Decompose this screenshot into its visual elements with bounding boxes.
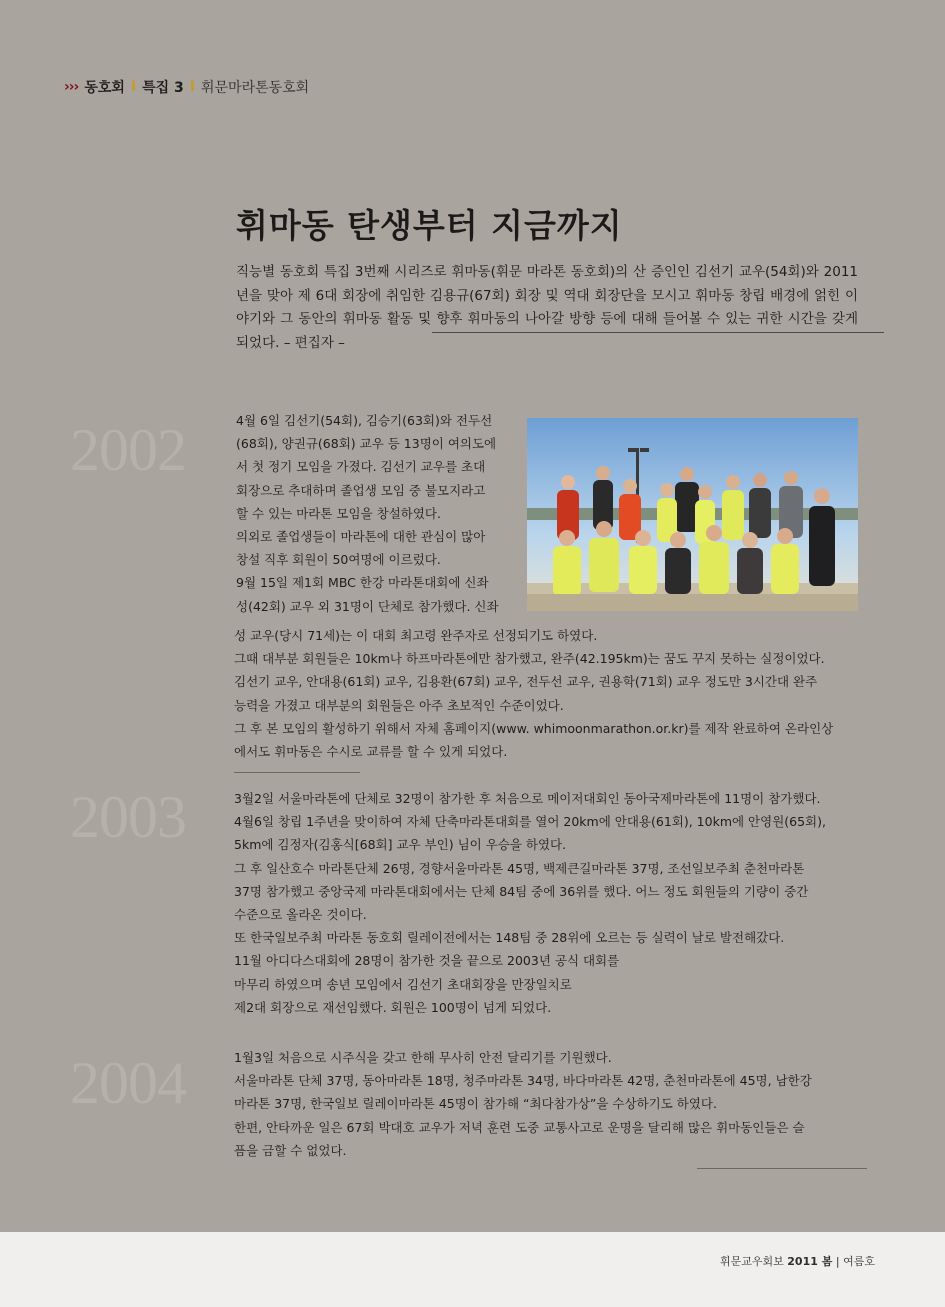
- group-photo: [527, 418, 858, 611]
- section-2002-side-text: [236, 409, 514, 618]
- intro-text: 직능별 동호회 특집 3번째 시리즈로 휘마동(휘문 마라톤 동호회)의 산 증인인 김선기 교우(54회)와 2011년을 맞아 제 6대 회장에 취임한 김용규(67회) 회장 및 역대 회장단을 모시고 휘마동 창립 배경에 얽힌 이야기와 그 동안의 휘마동 활동 및 향후 휘마동의 나아갈 방향 등에 대해 들어볼 수 있는 귀한 시간을 갖게 되었다.: [236, 264, 858, 351]
- text-line: 4월6일 창립 1주년을 맞이하여 자체 단축마라톤대회를 열어 20km에 안대용(61회), 10km에 안영원(65회),: [234, 814, 826, 830]
- breadcrumb-separator: Ⅰ: [130, 79, 137, 95]
- text-line: 회장으로 추대하며 졸업생 모임 중 불모지라고: [236, 482, 486, 498]
- breadcrumb-separator: Ⅰ: [189, 79, 195, 95]
- text-line: 그 후 일산호수 마라톤단체 26명, 경향서울마라톤 45명, 백제큰길마라톤 37명, 조선일보주최 춘천마라톤: [234, 860, 805, 876]
- section-2002-text: [234, 624, 864, 763]
- page-title: 휘마동 탄생부터 지금까지: [236, 206, 623, 245]
- year-heading-2003: 2003: [70, 784, 186, 850]
- intro-divider: [432, 332, 884, 333]
- intro-paragraph: [236, 261, 858, 355]
- text-line: 마무리 하였으며 송년 모임에서 김선기 초대회장을 만장일치로: [234, 976, 572, 992]
- text-line: 성 교우(당시 71세)는 이 대회 최고령 완주자로 선정되기도 하였다.: [234, 628, 598, 643]
- section-divider: [697, 1168, 867, 1169]
- text-line: 또 한국일보주최 마라톤 동호회 릴레이전에서는 148팀 중 28위에 오르는 등 실력이 날로 발전해갔다.: [234, 930, 785, 946]
- text-line: (68회), 양권규(68회) 교우 등 13명이 여의도에: [236, 436, 497, 452]
- text-line: 창설 직후 회원이 50여명에 이르렀다.: [236, 552, 441, 568]
- text-line: 의외로 졸업생들이 마라톤에 대한 관심이 많아: [236, 529, 486, 545]
- text-line: 할 수 있는 마라톤 모임을 창설하였다.: [236, 505, 441, 521]
- section-divider: [234, 772, 360, 773]
- text-line: 5km에 김정자(김홍식[68회] 교우 부인) 님이 우승을 하였다.: [234, 837, 567, 853]
- editor-signature: – 편집자 –: [283, 334, 345, 351]
- text-line: 1월3일 처음으로 시주식을 갖고 한해 무사히 안전 달리기를 기원했다.: [234, 1050, 612, 1065]
- text-line: 에서도 휘마동은 수시로 교류를 할 수 있게 되었다.: [234, 744, 508, 760]
- text-line: 픔을 금할 수 없었다.: [234, 1142, 347, 1158]
- text-line: 수준으로 올라온 것이다.: [234, 907, 367, 923]
- breadcrumb-club: 휘문마라톤동호회: [201, 80, 310, 96]
- text-line: 11월 아디다스대회에 28명이 참가한 것을 끝으로 2003년 공식 대회를: [234, 953, 620, 969]
- page-footer: [720, 1253, 875, 1269]
- text-line: 능력을 가졌고 대부분의 회원들은 아주 초보적인 수준이었다.: [234, 697, 564, 713]
- text-line: 제2대 회장으로 재선임했다. 회원은 100명이 넘게 되었다.: [234, 999, 552, 1015]
- text-line: 김선기 교우, 안대용(61회) 교우, 김용환(67회) 교우, 전두선 교우, 권용학(71회) 교우 정도만 3시간대 완주: [234, 674, 818, 690]
- text-line: 마라톤 37명, 한국일보 릴레이마라톤 45명이 참가해 “최다참가상”을 수상하기도 하였다.: [234, 1096, 717, 1112]
- footer-issue: 2011 봄: [787, 1255, 833, 1268]
- group-photo-image: [527, 418, 858, 611]
- text-line: 그 후 본 모임의 활성하기 위해서 자체 홈페이지(www. whimoonmarathon.or.kr)를 제작 완료하여 온라인상: [234, 720, 834, 736]
- footer-publication: 휘문교우회보: [720, 1255, 784, 1268]
- footer-season: 여름호: [843, 1255, 875, 1268]
- section-2004-text: [234, 1046, 864, 1162]
- text-line: 9월 15일 제1회 MBC 한강 마라톤대회에 신좌: [236, 575, 489, 591]
- text-line: 37명 참가했고 중앙국제 마라톤대회에서는 단체 84팀 중에 36위를 했다. 어느 정도 회원들의 기량이 중간: [234, 883, 809, 899]
- text-line: 서울마라톤 단체 37명, 동아마라톤 18명, 청주마라톤 34명, 바다마라톤 42명, 춘천마라톤에 45명, 남한강: [234, 1073, 812, 1089]
- footer-separator: |: [835, 1255, 840, 1268]
- year-heading-2002: 2002: [70, 417, 186, 483]
- breadcrumb-feature: 특집 3: [142, 80, 184, 96]
- section-2003-text: [234, 787, 864, 1019]
- text-line: 서 첫 정기 모임을 가졌다. 김선기 교우를 초대: [236, 459, 486, 475]
- text-line: 성(42회) 교우 외 31명이 단체로 참가했다. 신좌: [236, 598, 499, 614]
- breadcrumb: [64, 77, 309, 97]
- text-line: 그때 대부분 회원들은 10km나 하프마라톤에만 참가했고, 완주(42.195km)는 꿈도 꾸지 못하는 실정이었다.: [234, 651, 825, 667]
- breadcrumb-section: 동호회: [84, 80, 125, 96]
- text-line: 4월 6일 김선기(54회), 김승기(63회)와 전두선: [236, 413, 493, 428]
- text-line: 한편, 안타까운 일은 67회 박대호 교우가 저녁 훈련 도중 교통사고로 운명을 달리해 많은 휘마동인들은 슬: [234, 1119, 805, 1135]
- text-line: 3월2일 서울마라톤에 단체로 32명이 참가한 후 처음으로 메이저대회인 동아국제마라톤에 11명이 참가했다.: [234, 791, 821, 806]
- page-bottom-margin: [0, 1232, 945, 1307]
- year-heading-2004: 2004: [70, 1050, 186, 1116]
- breadcrumb-arrows-icon: ›››: [64, 79, 79, 95]
